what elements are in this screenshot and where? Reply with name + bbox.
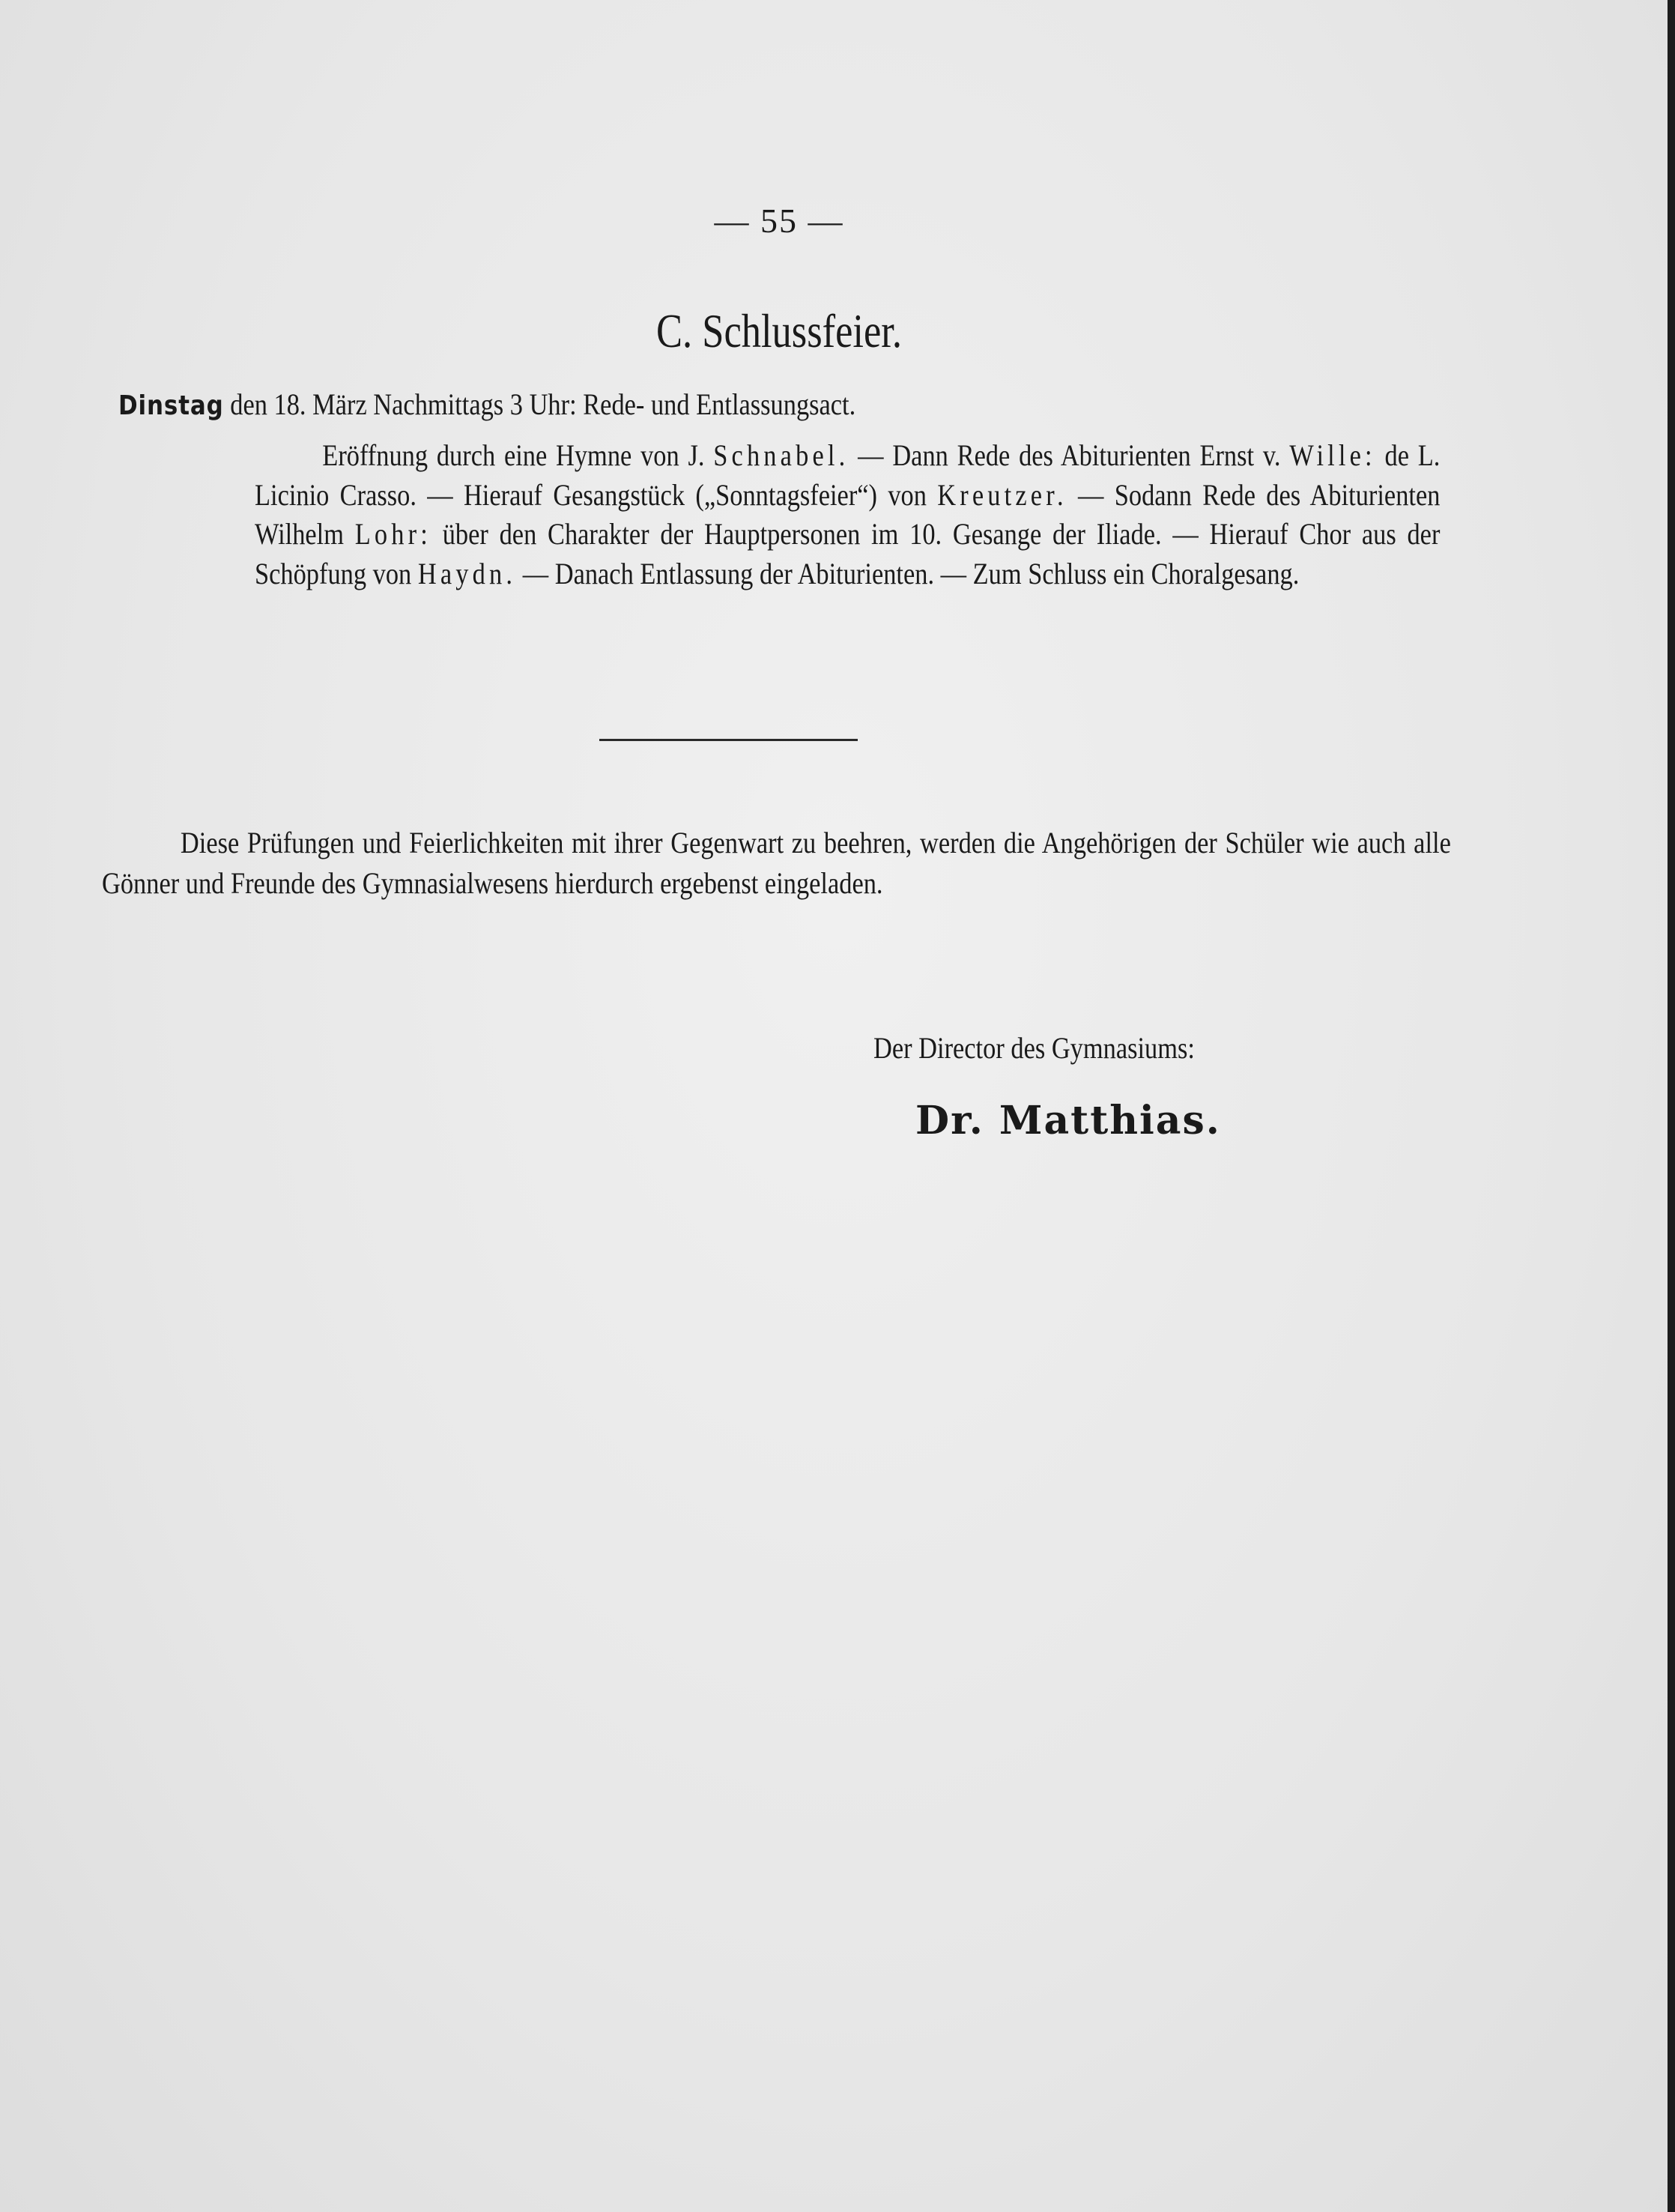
program-text-4: — Sodann Rede des Abiturienten Wilhelm [255, 477, 1441, 551]
program-text-5: über den Charakter der Hauptpersonen im 10. Gesange der Iliade. — Hierauf Chor aus der Schöpfung von [255, 517, 1441, 590]
composer-kreutzer: Kreutzer. [937, 477, 1067, 512]
invitation-text: Diese Prüfungen und Feierlichkeiten mit ihrer Gegenwart zu beehren, werden die Angehörigen der Schüler wie auch alle Gönner und Freunde des Gymnasialwesens hierdurch ergebenst eingeladen. [102, 826, 1451, 900]
composer-schnabel: Schnabel. [713, 438, 849, 472]
composer-haydn: Haydn. [417, 556, 517, 590]
page-number: — 55 — [714, 202, 844, 240]
invitation-paragraph [102, 823, 1451, 904]
scan-edge [1668, 0, 1675, 2212]
program-text-3: de L. Licinio Crasso. — Hierauf Gesangstück („Sonntagsfeier“) von [255, 438, 1441, 512]
signature-name: Dr. Matthias. [915, 1098, 1221, 1143]
speaker-wille: Wille: [1289, 438, 1376, 472]
speaker-lohr: Lohr: [354, 517, 431, 551]
section-heading: C. Schlussfeier. [656, 304, 902, 357]
program-text-2: — Dann Rede des Abiturienten Ernst v. [858, 438, 1281, 472]
signature-title: Der Director des Gymnasiums: [873, 1031, 1195, 1065]
program-text-6: — Danach Entlassung der Abiturienten. — Zum Schluss ein Choralgesang. [522, 556, 1300, 590]
schedule-line [118, 384, 855, 426]
section-divider [599, 739, 858, 741]
schedule-text: den 18. März Nachmittags 3 Uhr: Rede- und Entlassungsact. [230, 387, 856, 421]
program-paragraph [255, 436, 1440, 593]
program-text-1: Eröffnung durch eine Hymne von J. [322, 438, 705, 472]
schedule-day: Dinstag [118, 390, 224, 421]
